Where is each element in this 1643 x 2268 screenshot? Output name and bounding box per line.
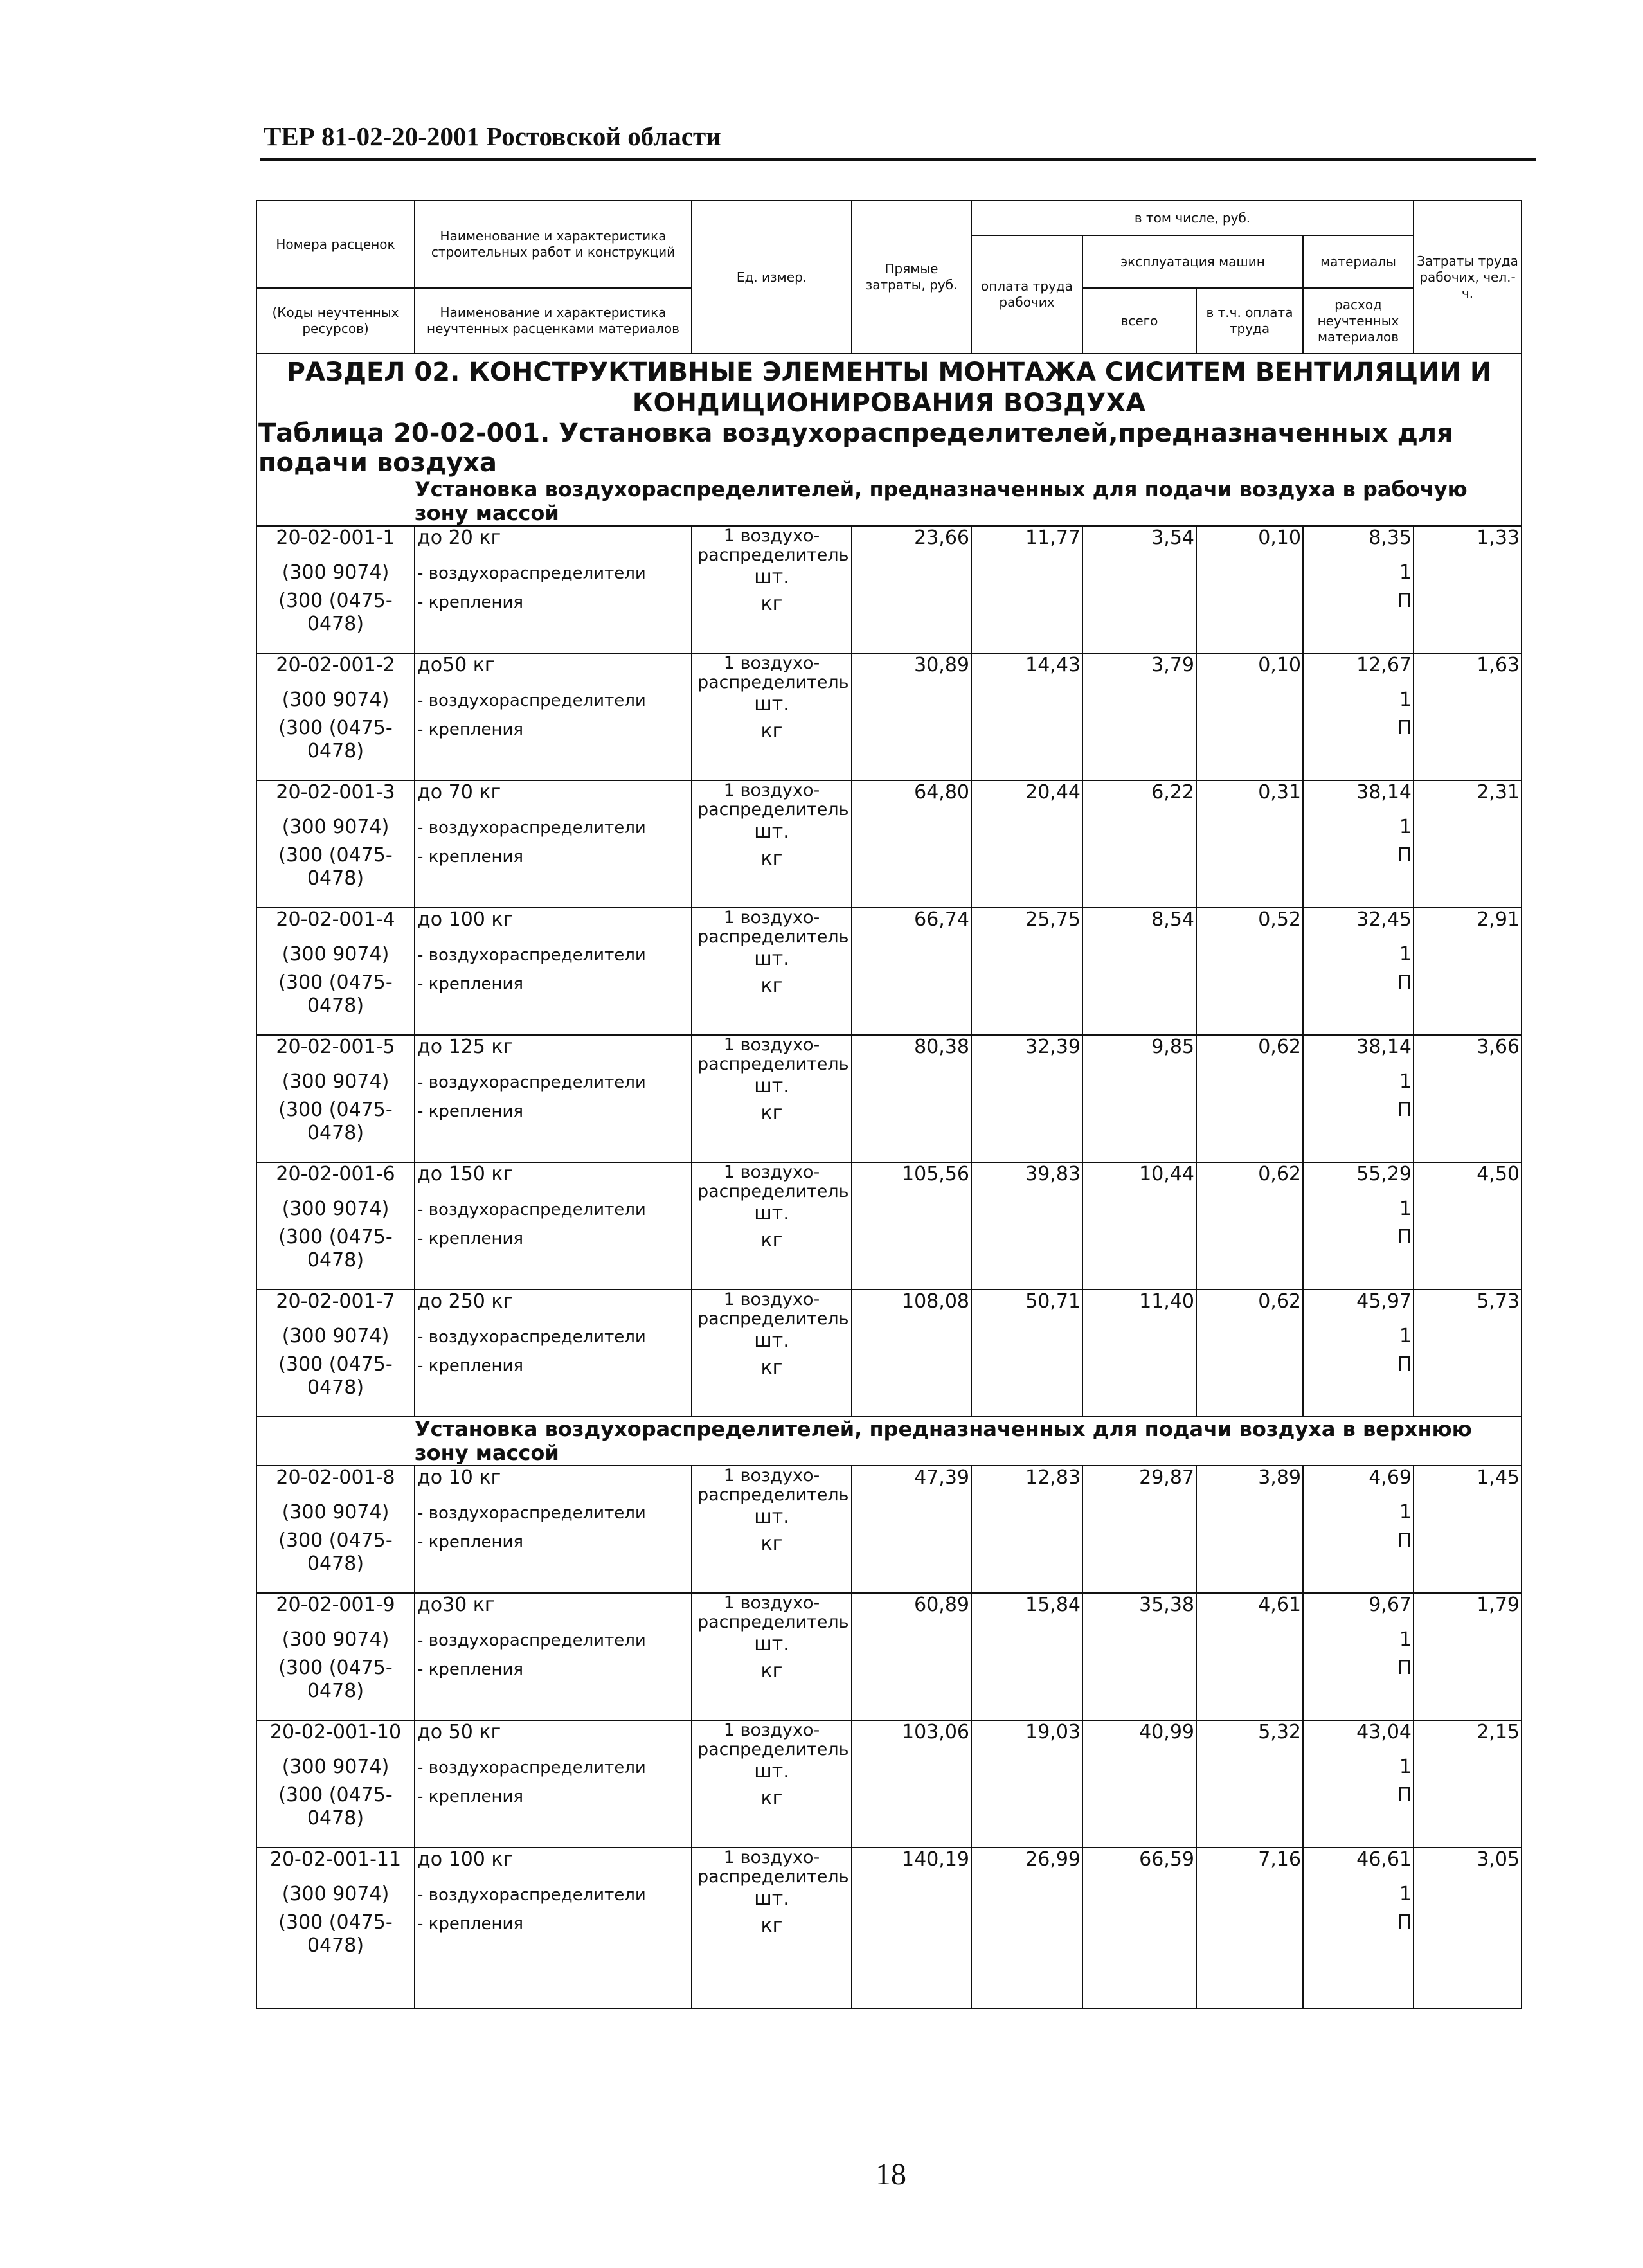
materials-cost: 12,67 bbox=[1356, 654, 1412, 676]
materials-cost: 43,04 bbox=[1356, 1721, 1412, 1743]
rate-name-cell bbox=[415, 1593, 692, 1720]
resource-name: - воздухораспределители bbox=[417, 1328, 646, 1347]
header-rule bbox=[260, 158, 1536, 161]
materials-cell bbox=[1303, 1162, 1414, 1290]
labor-cost: 1,63 bbox=[1414, 653, 1522, 780]
resource-code: (300 9074) bbox=[282, 1628, 390, 1651]
rate-name: до 50 кг bbox=[417, 1721, 501, 1743]
table-title: Таблица 20-02-001. Установка воздухораспределителей,предназначенных для подачи воздуха bbox=[256, 419, 1522, 478]
rate-row bbox=[256, 653, 1522, 780]
head-machines: эксплуатация машин bbox=[1082, 235, 1303, 288]
rate-code-cell bbox=[256, 780, 415, 908]
machines-total: 8,54 bbox=[1082, 908, 1196, 1035]
document-header-title: ТЕР 81-02-20-2001 Ростовской области bbox=[264, 122, 721, 151]
rate-code: 20-02-001-6 bbox=[276, 1163, 395, 1185]
direct-cost: 108,08 bbox=[852, 1290, 971, 1417]
rate-name: до 250 кг bbox=[417, 1290, 514, 1313]
rate-unit-cell bbox=[692, 526, 852, 653]
rate-name: до30 кг bbox=[417, 1594, 495, 1616]
rate-name: до 100 кг bbox=[417, 908, 514, 931]
resource-unit: кг bbox=[760, 1102, 783, 1124]
materials-cell bbox=[1303, 1290, 1414, 1417]
resource-code: (300 (0475-0478) bbox=[278, 717, 393, 762]
materials-cell bbox=[1303, 1593, 1414, 1720]
resource-unit: шт. bbox=[754, 1506, 789, 1528]
rate-unit-cell bbox=[692, 1035, 852, 1162]
resource-unit: шт. bbox=[754, 693, 789, 716]
resource-name: - крепления bbox=[417, 1533, 524, 1552]
materials-cell bbox=[1303, 1035, 1414, 1162]
machines-total: 9,85 bbox=[1082, 1035, 1196, 1162]
resource-name: - крепления bbox=[417, 720, 524, 739]
materials-cell bbox=[1303, 653, 1414, 780]
head-codes-2: (Коды неучтенных ресурсов) bbox=[256, 288, 415, 354]
resource-code: (300 9074) bbox=[282, 943, 390, 966]
direct-cost: 105,56 bbox=[852, 1162, 971, 1290]
resource-unit: шт. bbox=[754, 1202, 789, 1225]
resource-name: - воздухораспределители bbox=[417, 564, 646, 583]
resource-qty: П bbox=[1397, 971, 1412, 994]
resource-code: (300 9074) bbox=[282, 1756, 390, 1778]
rate-row bbox=[256, 780, 1522, 908]
resource-name: - крепления bbox=[417, 1102, 524, 1121]
machines-wages: 3,89 bbox=[1196, 1466, 1303, 1593]
rate-name-cell bbox=[415, 908, 692, 1035]
resource-qty: 1 bbox=[1399, 1501, 1412, 1524]
resource-name: - воздухораспределители bbox=[417, 691, 646, 710]
rate-unit-cell bbox=[692, 1290, 852, 1417]
rate-name: до 20 кг bbox=[417, 526, 501, 549]
materials-cost: 45,97 bbox=[1356, 1290, 1412, 1313]
machines-total: 6,22 bbox=[1082, 780, 1196, 908]
machines-total: 11,40 bbox=[1082, 1290, 1196, 1417]
rate-code: 20-02-001-5 bbox=[276, 1036, 395, 1058]
resource-code: (300 9074) bbox=[282, 1325, 390, 1347]
wages: 32,39 bbox=[971, 1035, 1082, 1162]
resource-code: (300 (0475-0478) bbox=[278, 1657, 393, 1702]
machines-wages: 0,62 bbox=[1196, 1035, 1303, 1162]
page-number: 18 bbox=[875, 2157, 906, 2192]
rate-code: 20-02-001-1 bbox=[276, 526, 395, 549]
rate-name: до 100 кг bbox=[417, 1848, 514, 1871]
rate-name: до 150 кг bbox=[417, 1163, 514, 1185]
rate-code-cell bbox=[256, 908, 415, 1035]
resource-unit: шт. bbox=[754, 1887, 789, 1910]
resource-name: - крепления bbox=[417, 1787, 524, 1806]
rate-row bbox=[256, 908, 1522, 1035]
resource-name: - крепления bbox=[417, 847, 524, 867]
rate-name-cell bbox=[415, 1848, 692, 2008]
machines-total: 40,99 bbox=[1082, 1720, 1196, 1848]
resource-code: (300 9074) bbox=[282, 1501, 390, 1524]
resource-name: - воздухораспределители bbox=[417, 818, 646, 838]
machines-wages: 7,16 bbox=[1196, 1848, 1303, 2008]
materials-cell bbox=[1303, 1720, 1414, 1848]
resource-unit: кг bbox=[760, 1356, 783, 1379]
resource-qty: 1 bbox=[1399, 816, 1412, 838]
rate-name-cell bbox=[415, 1290, 692, 1417]
resource-unit: шт. bbox=[754, 566, 789, 588]
resource-unit: шт. bbox=[754, 948, 789, 970]
rate-code-cell bbox=[256, 1290, 415, 1417]
resource-name: - воздухораспределители bbox=[417, 1200, 646, 1220]
rate-unit-cell bbox=[692, 1162, 852, 1290]
direct-cost: 103,06 bbox=[852, 1720, 971, 1848]
labor-cost: 1,33 bbox=[1414, 526, 1522, 653]
group-title-upper-zone: Установка воздухораспределителей, предназначенных для подачи воздуха в верхнюю зону массой bbox=[256, 1417, 1522, 1466]
direct-cost: 30,89 bbox=[852, 653, 971, 780]
resource-code: (300 9074) bbox=[282, 1070, 390, 1093]
wages: 11,77 bbox=[971, 526, 1082, 653]
materials-cost: 55,29 bbox=[1356, 1163, 1412, 1185]
wages: 12,83 bbox=[971, 1466, 1082, 1593]
resource-unit: кг bbox=[760, 1533, 783, 1555]
resource-qty: П bbox=[1397, 1099, 1412, 1121]
rate-code-cell bbox=[256, 1848, 415, 2008]
direct-cost: 60,89 bbox=[852, 1593, 971, 1720]
direct-cost: 66,74 bbox=[852, 908, 971, 1035]
materials-cost: 9,67 bbox=[1369, 1594, 1412, 1616]
rate-name: до50 кг bbox=[417, 654, 495, 676]
rate-unit-cell bbox=[692, 908, 852, 1035]
wages: 14,43 bbox=[971, 653, 1082, 780]
head-unit: Ед. измер. bbox=[692, 201, 852, 354]
rate-unit-cell bbox=[692, 1720, 852, 1848]
head-wages: оплата труда рабочих bbox=[971, 235, 1082, 354]
rate-row bbox=[256, 1162, 1522, 1290]
machines-total: 66,59 bbox=[1082, 1848, 1196, 2008]
rate-unit-cell bbox=[692, 653, 852, 780]
resource-code: (300 (0475-0478) bbox=[278, 1784, 393, 1830]
resource-qty: 1 bbox=[1399, 1883, 1412, 1905]
rate-name-cell bbox=[415, 1720, 692, 1848]
rate-unit-cell bbox=[692, 780, 852, 908]
resource-code: (300 9074) bbox=[282, 816, 390, 838]
rate-row bbox=[256, 1593, 1522, 1720]
resource-name: - воздухораспределители bbox=[417, 1073, 646, 1092]
machines-total: 10,44 bbox=[1082, 1162, 1196, 1290]
machines-wages: 0,31 bbox=[1196, 780, 1303, 908]
rate-code: 20-02-001-8 bbox=[276, 1466, 395, 1489]
resource-qty: П bbox=[1397, 1353, 1412, 1376]
labor-cost: 1,79 bbox=[1414, 1593, 1522, 1720]
rate-unit: 1 воздухо-распределитель bbox=[697, 908, 849, 947]
rate-name-cell bbox=[415, 653, 692, 780]
resource-unit: кг bbox=[760, 1787, 783, 1810]
resource-qty: П bbox=[1397, 1911, 1412, 1934]
direct-cost: 80,38 bbox=[852, 1035, 971, 1162]
resource-code: (300 9074) bbox=[282, 1883, 390, 1905]
resource-code: (300 (0475-0478) bbox=[278, 590, 393, 635]
wages: 26,99 bbox=[971, 1848, 1082, 2008]
rate-unit: 1 воздухо-распределитель bbox=[697, 1162, 849, 1202]
rate-unit: 1 воздухо-распределитель bbox=[697, 780, 849, 820]
resource-code: (300 (0475-0478) bbox=[278, 1529, 393, 1575]
rate-unit: 1 воздухо-распределитель bbox=[697, 1466, 849, 1505]
machines-total: 29,87 bbox=[1082, 1466, 1196, 1593]
rate-code: 20-02-001-3 bbox=[276, 781, 395, 804]
rate-code-cell bbox=[256, 526, 415, 653]
resource-name: - крепления bbox=[417, 1914, 524, 1934]
rate-code-cell bbox=[256, 653, 415, 780]
materials-cell bbox=[1303, 1466, 1414, 1593]
resource-name: - крепления bbox=[417, 1356, 524, 1376]
rate-row bbox=[256, 1466, 1522, 1593]
labor-cost: 4,50 bbox=[1414, 1162, 1522, 1290]
resource-code: (300 9074) bbox=[282, 1198, 390, 1220]
rate-unit: 1 воздухо-распределитель bbox=[697, 1290, 849, 1329]
resource-qty: П bbox=[1397, 1226, 1412, 1248]
resource-name: - воздухораспределители bbox=[417, 946, 646, 965]
materials-cost: 4,69 bbox=[1369, 1466, 1412, 1489]
wages: 50,71 bbox=[971, 1290, 1082, 1417]
rate-code-cell bbox=[256, 1162, 415, 1290]
rate-unit: 1 воздухо-распределитель bbox=[697, 526, 849, 565]
head-materials-use: расход неучтенных материалов bbox=[1303, 288, 1414, 354]
rate-code: 20-02-001-10 bbox=[269, 1721, 402, 1743]
resource-qty: 1 bbox=[1399, 561, 1412, 584]
head-name-2: Наименование и характеристика неучтенных расценками материалов bbox=[415, 288, 692, 354]
resource-code: (300 (0475-0478) bbox=[278, 1099, 393, 1144]
rate-code-cell bbox=[256, 1593, 415, 1720]
resource-code: (300 (0475-0478) bbox=[278, 1226, 393, 1272]
resource-code: (300 (0475-0478) bbox=[278, 1353, 393, 1399]
resource-unit: кг bbox=[760, 1229, 783, 1252]
materials-cell bbox=[1303, 526, 1414, 653]
resource-qty: П bbox=[1397, 590, 1412, 612]
rate-name-cell bbox=[415, 1162, 692, 1290]
resource-code: (300 (0475-0478) bbox=[278, 971, 393, 1017]
labor-cost: 5,73 bbox=[1414, 1290, 1522, 1417]
resource-qty: П bbox=[1397, 1529, 1412, 1552]
resource-unit: кг bbox=[760, 1660, 783, 1682]
rate-code: 20-02-001-7 bbox=[276, 1290, 395, 1313]
labor-cost: 3,05 bbox=[1414, 1848, 1522, 2008]
rate-code: 20-02-001-2 bbox=[276, 654, 395, 676]
rate-unit: 1 воздухо-распределитель bbox=[697, 1593, 849, 1632]
machines-wages: 5,32 bbox=[1196, 1720, 1303, 1848]
machines-wages: 0,62 bbox=[1196, 1290, 1303, 1417]
resource-name: - крепления bbox=[417, 593, 524, 612]
labor-cost: 2,91 bbox=[1414, 908, 1522, 1035]
materials-cost: 46,61 bbox=[1356, 1848, 1412, 1871]
resource-unit: шт. bbox=[754, 1760, 789, 1783]
rate-code: 20-02-001-9 bbox=[276, 1594, 395, 1616]
head-codes: Номера расценок bbox=[256, 201, 415, 288]
materials-cost: 32,45 bbox=[1356, 908, 1412, 931]
rate-name: до 70 кг bbox=[417, 781, 501, 804]
labor-cost: 1,45 bbox=[1414, 1466, 1522, 1593]
rate-name-cell bbox=[415, 1035, 692, 1162]
group-title-working-zone: Установка воздухораспределителей, предназначенных для подачи воздуха в рабочую зону массой bbox=[256, 478, 1522, 526]
resource-unit: кг bbox=[760, 593, 783, 615]
rate-code-cell bbox=[256, 1466, 415, 1593]
labor-cost: 3,66 bbox=[1414, 1035, 1522, 1162]
rate-unit-cell bbox=[692, 1593, 852, 1720]
materials-cost: 38,14 bbox=[1356, 781, 1412, 804]
rate-unit: 1 воздухо-распределитель bbox=[697, 1035, 849, 1074]
head-labor: Затраты труда рабочих, чел.-ч. bbox=[1414, 201, 1522, 354]
rate-code: 20-02-001-11 bbox=[269, 1848, 402, 1871]
direct-cost: 23,66 bbox=[852, 526, 971, 653]
rate-row bbox=[256, 526, 1522, 653]
wages: 25,75 bbox=[971, 908, 1082, 1035]
rate-row bbox=[256, 1848, 1522, 2008]
resource-qty: П bbox=[1397, 1784, 1412, 1806]
direct-cost: 47,39 bbox=[852, 1466, 971, 1593]
rate-row bbox=[256, 1035, 1522, 1162]
rate-unit-cell bbox=[692, 1848, 852, 2008]
head-incl: в том числе, руб. bbox=[971, 201, 1414, 235]
resource-name: - крепления bbox=[417, 1229, 524, 1248]
resource-qty: 1 bbox=[1399, 688, 1412, 711]
resource-code: (300 9074) bbox=[282, 561, 390, 584]
rate-row bbox=[256, 1720, 1522, 1848]
materials-cell bbox=[1303, 908, 1414, 1035]
rate-unit: 1 воздухо-распределитель bbox=[697, 1848, 849, 1887]
rate-name: до 125 кг bbox=[417, 1036, 514, 1058]
resource-name: - воздухораспределители bbox=[417, 1504, 646, 1523]
resource-unit: шт. bbox=[754, 1329, 789, 1352]
resource-name: - воздухораспределители bbox=[417, 1631, 646, 1650]
resource-name: - воздухораспределители bbox=[417, 1758, 646, 1778]
head-row-1 bbox=[256, 201, 1522, 235]
labor-cost: 2,15 bbox=[1414, 1720, 1522, 1848]
wages: 15,84 bbox=[971, 1593, 1082, 1720]
machines-wages: 0,10 bbox=[1196, 526, 1303, 653]
rate-unit: 1 воздухо-распределитель bbox=[697, 1720, 849, 1760]
wages: 19,03 bbox=[971, 1720, 1082, 1848]
head-machines-wages: в т.ч. оплата труда bbox=[1196, 288, 1303, 354]
rate-unit-cell bbox=[692, 1466, 852, 1593]
materials-cost: 38,14 bbox=[1356, 1036, 1412, 1058]
rate-unit: 1 воздухо-распределитель bbox=[697, 653, 849, 692]
resource-unit: кг bbox=[760, 847, 783, 870]
wages: 39,83 bbox=[971, 1162, 1082, 1290]
resource-unit: шт. bbox=[754, 820, 789, 843]
resource-name: - воздухораспределители bbox=[417, 1886, 646, 1905]
section-title: РАЗДЕЛ 02. КОНСТРУКТИВНЫЕ ЭЛЕМЕНТЫ МОНТАЖА СИСИТЕМ ВЕНТИЛЯЦИИ И КОНДИЦИОНИРОВАНИЯ ВОЗДУХА bbox=[256, 354, 1522, 419]
head-materials: материалы bbox=[1303, 235, 1414, 288]
materials-cost: 8,35 bbox=[1369, 526, 1412, 549]
resource-name: - крепления bbox=[417, 975, 524, 994]
resource-unit: кг bbox=[760, 975, 783, 997]
resource-name: - крепления bbox=[417, 1660, 524, 1679]
resource-unit: шт. bbox=[754, 1075, 789, 1097]
resource-unit: кг bbox=[760, 720, 783, 742]
machines-total: 3,79 bbox=[1082, 653, 1196, 780]
rate-row bbox=[256, 1290, 1522, 1417]
resource-qty: 1 bbox=[1399, 1628, 1412, 1651]
resource-qty: 1 bbox=[1399, 1070, 1412, 1093]
machines-total: 35,38 bbox=[1082, 1593, 1196, 1720]
rate-name-cell bbox=[415, 1466, 692, 1593]
machines-wages: 0,62 bbox=[1196, 1162, 1303, 1290]
rate-name: до 10 кг bbox=[417, 1466, 501, 1489]
rates-table bbox=[256, 200, 1522, 2009]
rate-code-cell bbox=[256, 1720, 415, 1848]
head-machines-total: всего bbox=[1082, 288, 1196, 354]
resource-code: (300 (0475-0478) bbox=[278, 844, 393, 890]
resource-qty: П bbox=[1397, 1657, 1412, 1679]
head-direct: Прямые затраты, руб. bbox=[852, 201, 971, 354]
machines-wages: 0,52 bbox=[1196, 908, 1303, 1035]
labor-cost: 2,31 bbox=[1414, 780, 1522, 908]
resource-qty: П bbox=[1397, 717, 1412, 739]
materials-cell bbox=[1303, 1848, 1414, 2008]
machines-wages: 0,10 bbox=[1196, 653, 1303, 780]
rate-name-cell bbox=[415, 526, 692, 653]
machines-wages: 4,61 bbox=[1196, 1593, 1303, 1720]
resource-qty: 1 bbox=[1399, 1325, 1412, 1347]
direct-cost: 140,19 bbox=[852, 1848, 971, 2008]
rate-code-cell bbox=[256, 1035, 415, 1162]
resource-unit: шт. bbox=[754, 1633, 789, 1655]
resource-qty: 1 bbox=[1399, 1756, 1412, 1778]
wages: 20,44 bbox=[971, 780, 1082, 908]
direct-cost: 64,80 bbox=[852, 780, 971, 908]
rate-code: 20-02-001-4 bbox=[276, 908, 395, 931]
resource-code: (300 (0475-0478) bbox=[278, 1911, 393, 1957]
resource-unit: кг bbox=[760, 1914, 783, 1937]
resource-qty: 1 bbox=[1399, 1198, 1412, 1220]
rate-name-cell bbox=[415, 780, 692, 908]
resource-qty: 1 bbox=[1399, 943, 1412, 966]
materials-cell bbox=[1303, 780, 1414, 908]
head-name: Наименование и характеристика строительных работ и конструкций bbox=[415, 201, 692, 288]
machines-total: 3,54 bbox=[1082, 526, 1196, 653]
resource-code: (300 9074) bbox=[282, 688, 390, 711]
resource-qty: П bbox=[1397, 844, 1412, 867]
